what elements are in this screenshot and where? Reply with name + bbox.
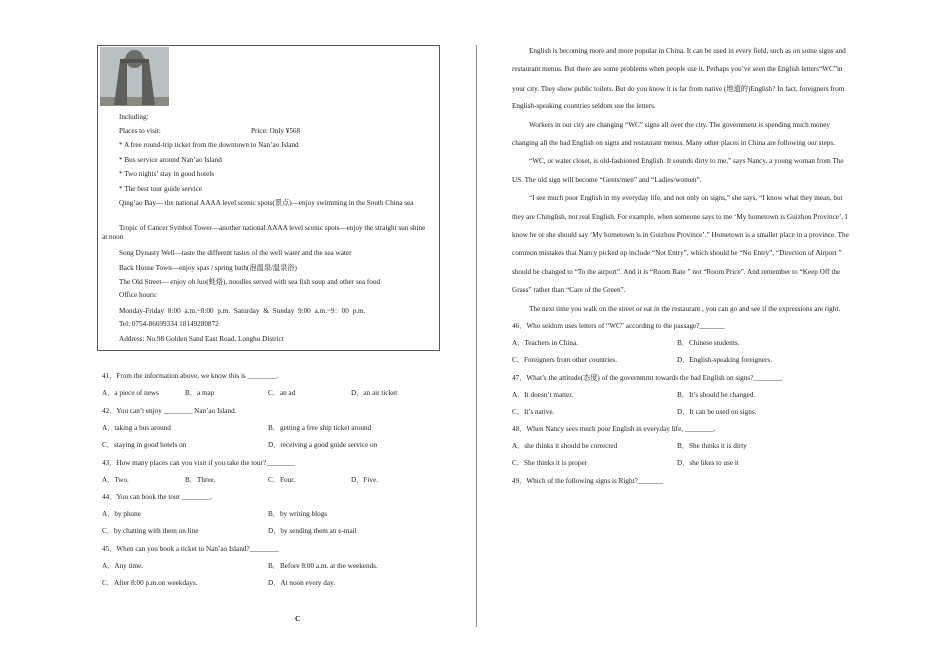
option-46-a[interactable]: A．Teachers in China. — [512, 339, 578, 347]
option-47-a[interactable]: A．It doesn’t matter. — [512, 391, 574, 399]
passage-line: “WC, or water closet, is old-fashioned English. It sounds dirty to me,” says Nancy, a young woman from The — [529, 157, 844, 166]
passage-line: know he or she should say ‘My hometown is in Guizhou Province’.” Hometown is a smaller place in a province. The — [512, 231, 849, 239]
passage-line: restaurant menus. But there are some problems when people use it. Perhaps you’ve seen the English letters“WC”in — [512, 65, 843, 74]
passage-line: Workers in our city are changing “WC” signs all over the city. The government is spending much money — [529, 120, 831, 129]
passage-line: US. The old sign will become “Gents/men” and “Ladies/women”. — [512, 175, 702, 184]
ad-spot-2: Tropic of Cancer Symbol Tower—another national AAAA level scenic spots—enjoy the straight sun shine at noon — [102, 224, 426, 241]
option-44-a[interactable]: A．by phone — [102, 510, 141, 518]
option-44-d[interactable]: D．by sending them an e-mail — [268, 527, 357, 535]
option-45-c[interactable]: C．After 8:00 p.m.on weekdays. — [102, 579, 198, 587]
question-49: 49．Which of the following signs is Right?_______ — [512, 477, 663, 485]
option-45-d[interactable]: D．At noon every day. — [268, 579, 335, 587]
ad-hours: Monday-Friday 8:00 a.m.~8:00 p.m. Saturday & Sunday 9:00 a.m.~9：00 p.m. — [119, 307, 366, 315]
ad-bullet-1: * A free round-trip ticket from the downtown to Nan’ao Island — [119, 141, 299, 149]
option-43-a[interactable]: A．Two. — [102, 476, 129, 484]
option-46-b[interactable]: B．Chinese students. — [677, 339, 740, 347]
question-43: 43．How many places can you visit if you take the tour?________ — [102, 459, 295, 467]
question-44: 44．You can book the tour ________. — [102, 493, 213, 501]
passage-line: English-speaking countries seldom use the letters. — [512, 102, 656, 111]
ad-spot-3: Song Dynasty Well—taste the different tastes of the well water and the sea water — [119, 249, 352, 257]
option-45-b[interactable]: B．Before 8:00 a.m. at the weekends. — [268, 562, 378, 570]
option-44-c[interactable]: C．by chatting with them on line — [102, 527, 199, 535]
question-42: 42．You can’t enjoy ________ Nan’ao Island. — [102, 407, 237, 415]
ad-places-label: Places to visit: — [119, 127, 161, 135]
option-41-c[interactable]: C．an ad — [268, 389, 296, 397]
passage-line: should be changed to “To the airport”. And it is “Room Rate ” not “Room Price”. And remember to “Keep Off the — [512, 267, 841, 276]
ad-price: Price: Only ¥568 — [251, 127, 301, 135]
option-42-c[interactable]: C．staying in good hotels on — [102, 441, 187, 449]
ad-bullet-3: * Two nights’ stay in good hotels — [119, 170, 215, 178]
option-48-a[interactable]: A．she thinks it should be corrected — [512, 442, 618, 450]
option-46-d[interactable]: D．English-speaking foreigners. — [677, 356, 773, 364]
option-41-d[interactable]: D．an air ticket — [351, 389, 398, 397]
ad-bullet-4: * The best tour guide service — [119, 185, 203, 193]
ad-spot-4: Back House Town—enjoy spas / spring bath(泡温泉/温泉浴) — [119, 264, 297, 272]
ad-spot-5: The Old Street— enjoy oh luo(蚝烙), noodles served with sea fish soup and other sea food — [119, 278, 381, 286]
ad-including: Including: — [119, 113, 149, 121]
option-41-a[interactable]: A．a piece of news — [102, 389, 159, 397]
passage-line: they are Chinglish, not real English. For example, when someone says to me ‘My hometown is Guizhou Province’, I — [512, 212, 848, 221]
option-46-c[interactable]: C．Foreigners from other countries. — [512, 356, 617, 364]
passage-line: The next time you walk on the street or eat in the restaurant , you can go and see if the expressions are right. — [529, 304, 841, 313]
tower-photo — [100, 47, 169, 106]
option-48-b[interactable]: B．She thinks it is dirty — [677, 442, 747, 450]
question-45: 45．When can you book a ticket to Nan’ao Island?________ — [102, 545, 279, 553]
option-47-d[interactable]: D．It can be used on signs. — [677, 408, 757, 416]
passage-line: changing all the bad English on signs and restaurant menus. Many other places in China are following our steps. — [512, 139, 835, 147]
photo-ground — [100, 97, 169, 106]
option-41-b[interactable]: B．a map — [185, 389, 215, 397]
option-47-b[interactable]: B．It’s should be changed. — [677, 391, 756, 399]
ad-bullet-2: * Bus service around Nan’ao Island — [119, 156, 222, 164]
ad-office-hours-label: Office hours: — [119, 291, 157, 299]
option-42-d[interactable]: D．receiving a good guide service on — [268, 441, 378, 449]
column-divider — [476, 45, 477, 627]
option-42-b[interactable]: B．getting a free ship ticket around — [268, 424, 372, 432]
question-47: 47．What’s the attitude(态度) of the governmrnt towards the bad English on signs?________ — [512, 374, 783, 382]
option-43-c[interactable]: C．Four. — [268, 476, 295, 484]
question-46: 46．Who seldom uses letters of “WC” according to the passage?_______ — [512, 322, 725, 330]
ad-spot-1: Qing’ao Bay— the national AAAA level scenic spots(景点)—enjoy swimming in the South China sea — [119, 199, 414, 207]
ad-tel: Tel: 0754-86699334 18149280872 — [119, 320, 219, 328]
option-44-b[interactable]: B．by writing blogs — [268, 510, 328, 518]
passage-line: English is becoming more and more popular in China. It can be used in every field, such as on some signs and — [529, 47, 846, 55]
passage-line: common mistakes that Nancy picked up include “Not Entry”, which should be “No Entry”, “Direction of Airport ” — [512, 249, 842, 258]
page-label: C — [295, 614, 301, 623]
option-43-d[interactable]: D．Five. — [351, 476, 378, 484]
ad-address: Address: No.98 Golden Sand East Road, Longhu District — [119, 335, 284, 343]
question-48: 48．When Nancy sees much poor English in everyday life, ________. — [512, 425, 716, 433]
option-48-c[interactable]: C．She thinks it is proper — [512, 459, 588, 467]
passage-line: your city. They show public toilets. But do you know it is far from native (地道的)English? In fact, foreigners from — [512, 84, 845, 93]
option-48-d[interactable]: D．she likes to use it — [677, 459, 739, 467]
passage-line: “I see much poor English in my everyday life, and not only on signs,” she says, “I know what they mean, but — [529, 194, 843, 203]
tower-lintel — [120, 59, 149, 63]
option-43-b[interactable]: B．Three. — [185, 476, 216, 484]
option-47-c[interactable]: C．It’s native. — [512, 408, 555, 416]
question-41: 41．From the information above, we know this is ________. — [102, 372, 279, 380]
passage-line: Grass” rather than “Care of the Green”. — [512, 286, 626, 295]
option-45-a[interactable]: A．Any time. — [102, 562, 144, 570]
option-42-a[interactable]: A．taking a bus around — [102, 424, 171, 432]
